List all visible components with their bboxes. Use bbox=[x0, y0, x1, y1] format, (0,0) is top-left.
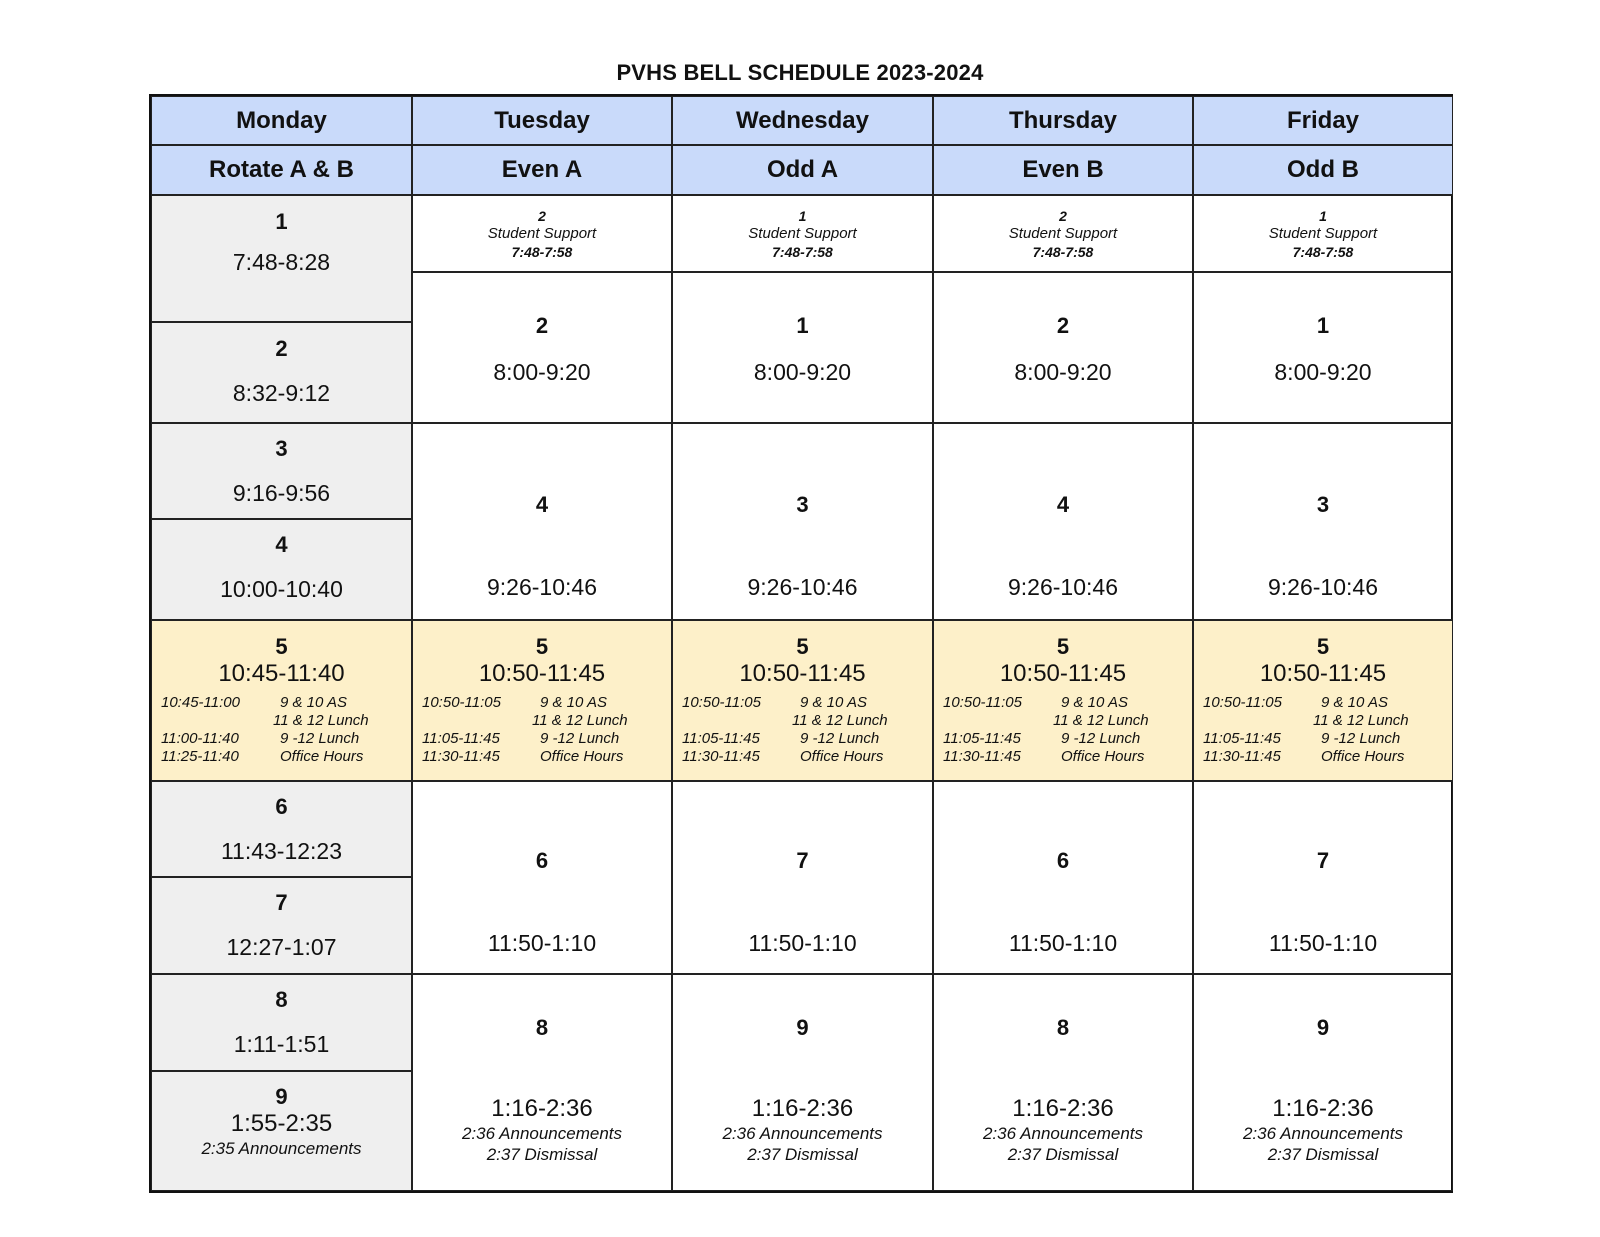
monday-lunch-cell bbox=[151, 620, 412, 781]
monday-period-cell bbox=[151, 195, 412, 322]
period-number: 5 bbox=[275, 634, 288, 659]
monday-period-cell bbox=[151, 781, 412, 877]
block-lunch-cell: 5 10:50-11:45 10:50-11:05 9 & 10 AS 11 & 12 Lunch 11:05-11:45 9 -12 Lunch 11:30-11:45 Office Hours bbox=[1193, 620, 1453, 781]
period-number: 9 bbox=[275, 1084, 288, 1109]
period-number: 8 bbox=[275, 987, 288, 1012]
student-support-cell: 1 Student Support 7:48-7:58 bbox=[672, 195, 933, 272]
monday-period-cell bbox=[151, 322, 412, 423]
period-time: 1:11-1:51 bbox=[233, 1031, 330, 1057]
day-header-tuesday: Tuesday bbox=[412, 96, 672, 145]
block-period-cell: 9 1:16-2:36 2:36 Announcements 2:37 Dismissal bbox=[672, 974, 933, 1191]
page-title: PVHS BELL SCHEDULE 2023-2024 bbox=[616, 60, 984, 85]
block-period-cell: 4 9:26-10:46 bbox=[933, 423, 1193, 620]
rotation-header-friday: Odd B bbox=[1193, 145, 1453, 195]
lunch-breakdown: 10:50-11:05 9 & 10 AS 11 & 12 Lunch 11:05-11:45 9 -12 Lunch 11:30-11:45 Office Hours bbox=[682, 694, 888, 765]
block-lunch-cell: 5 10:50-11:45 10:50-11:05 9 & 10 AS 11 & 12 Lunch 11:05-11:45 9 -12 Lunch 11:30-11:45 Office Hours bbox=[933, 620, 1193, 781]
rotation-header-monday: Rotate A & B bbox=[151, 145, 412, 195]
period-time: 7:48-8:28 bbox=[232, 249, 331, 275]
day-header-wednesday: Wednesday bbox=[672, 96, 933, 145]
monday-period-cell bbox=[151, 1071, 412, 1191]
rotation-header-tuesday: Even A bbox=[412, 145, 672, 195]
period-time: 12:27-1:07 bbox=[226, 934, 337, 960]
lunch-breakdown: 10:50-11:05 9 & 10 AS 11 & 12 Lunch 11:05-11:45 9 -12 Lunch 11:30-11:45 Office Hours bbox=[943, 694, 1149, 765]
lunch-breakdown: 10:45-11:00 9 & 10 AS 11 & 12 Lunch 11:00-11:40 9 -12 Lunch 11:25-11:40 Office Hours bbox=[161, 694, 369, 765]
rotation-header-thursday: Even B bbox=[933, 145, 1193, 195]
monday-period-cell bbox=[151, 974, 412, 1071]
period-number: 4 bbox=[275, 532, 288, 557]
student-support-cell: 1 Student Support 7:48-7:58 bbox=[1193, 195, 1453, 272]
block-period-cell: 7 11:50-1:10 bbox=[672, 781, 933, 974]
period-number: 7 bbox=[275, 890, 288, 915]
student-support-cell: 2 Student Support 7:48-7:58 bbox=[412, 195, 672, 272]
period-time: 11:43-12:23 bbox=[220, 838, 343, 864]
period-number: 1 bbox=[275, 209, 288, 234]
day-header-monday: Monday bbox=[151, 96, 412, 145]
block-period-cell: 3 9:26-10:46 bbox=[1193, 423, 1453, 620]
period-number: 3 bbox=[275, 436, 288, 461]
lunch-breakdown: 10:50-11:05 9 & 10 AS 11 & 12 Lunch 11:05-11:45 9 -12 Lunch 11:30-11:45 Office Hours bbox=[1203, 694, 1409, 765]
period-number: 2 bbox=[275, 336, 288, 361]
rotation-header-wednesday: Odd A bbox=[672, 145, 933, 195]
period-time: 1:55-2:35 bbox=[230, 1110, 333, 1137]
day-header-thursday: Thursday bbox=[933, 96, 1193, 145]
monday-period-cell bbox=[151, 423, 412, 519]
block-lunch-cell: 5 10:50-11:45 10:50-11:05 9 & 10 AS 11 & 12 Lunch 11:05-11:45 9 -12 Lunch 11:30-11:45 Office Hours bbox=[672, 620, 933, 781]
block-period-cell: 4 9:26-10:46 bbox=[412, 423, 672, 620]
period-time: 9:16-9:56 bbox=[232, 480, 331, 506]
block-period-cell: 6 11:50-1:10 bbox=[412, 781, 672, 974]
period-time: 8:32-9:12 bbox=[232, 380, 331, 406]
block-period-cell: 1 8:00-9:20 bbox=[1193, 272, 1453, 423]
block-period-cell: 2 8:00-9:20 bbox=[412, 272, 672, 423]
student-support-cell: 2 Student Support 7:48-7:58 bbox=[933, 195, 1193, 272]
day-header-friday: Friday bbox=[1193, 96, 1453, 145]
period-note: 2:35 Announcements bbox=[201, 1139, 362, 1158]
lunch-breakdown: 10:50-11:05 9 & 10 AS 11 & 12 Lunch 11:05-11:45 9 -12 Lunch 11:30-11:45 Office Hours bbox=[422, 694, 628, 765]
block-period-cell: 3 9:26-10:46 bbox=[672, 423, 933, 620]
period-time: 10:45-11:40 bbox=[218, 660, 345, 687]
period-time: 10:00-10:40 bbox=[220, 576, 343, 602]
block-period-cell: 8 1:16-2:36 2:36 Announcements 2:37 Dismissal bbox=[933, 974, 1193, 1191]
bell-schedule-table bbox=[149, 94, 1453, 1193]
period-number: 6 bbox=[275, 794, 288, 819]
block-period-cell: 1 8:00-9:20 bbox=[672, 272, 933, 423]
block-period-cell: 9 1:16-2:36 2:36 Announcements 2:37 Dismissal bbox=[1193, 974, 1453, 1191]
block-period-cell: 2 8:00-9:20 bbox=[933, 272, 1193, 423]
monday-period-cell bbox=[151, 519, 412, 620]
block-period-cell: 8 1:16-2:36 2:36 Announcements 2:37 Dismissal bbox=[412, 974, 672, 1191]
block-lunch-cell: 5 10:50-11:45 10:50-11:05 9 & 10 AS 11 & 12 Lunch 11:05-11:45 9 -12 Lunch 11:30-11:45 Office Hours bbox=[412, 620, 672, 781]
block-period-cell: 7 11:50-1:10 bbox=[1193, 781, 1453, 974]
monday-period-cell bbox=[151, 877, 412, 974]
block-period-cell: 6 11:50-1:10 bbox=[933, 781, 1193, 974]
